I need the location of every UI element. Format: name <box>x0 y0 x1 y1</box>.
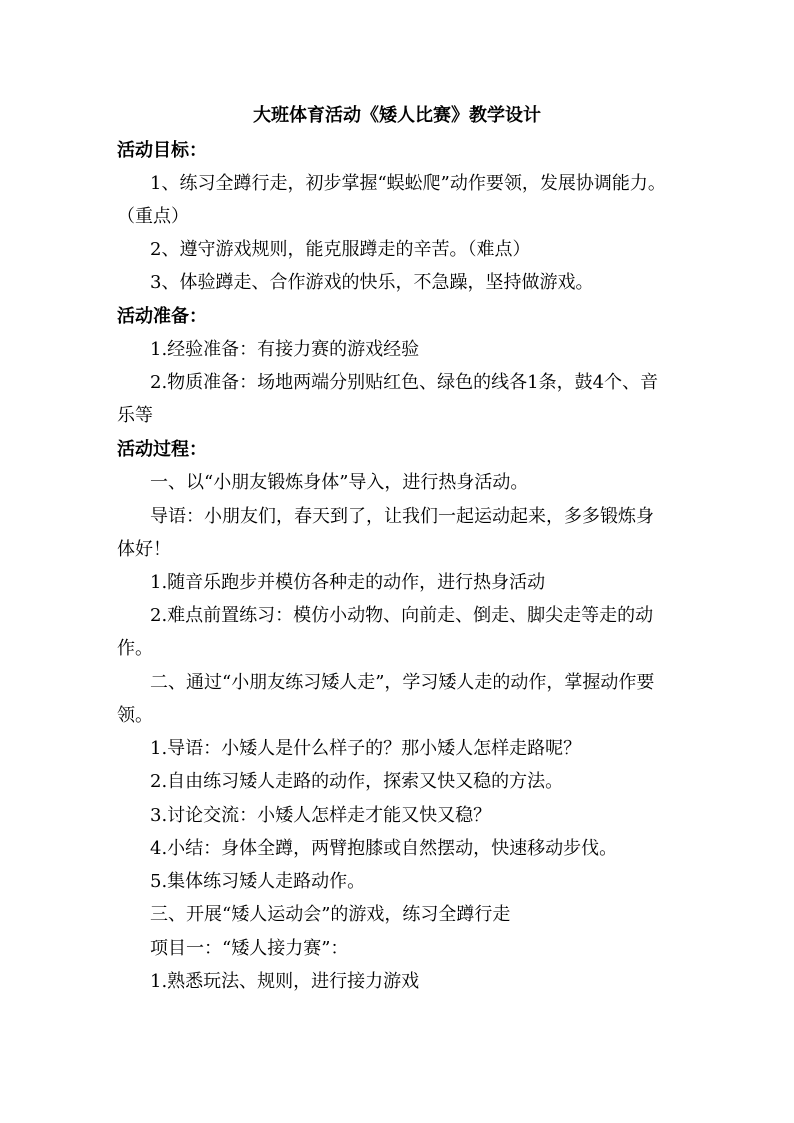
paragraph-line: 2.物质准备：场地两端分别贴红色、绿色的线各1条，鼓4个、音 <box>150 372 659 393</box>
paragraph-line: 二、通过“小朋友练习矮人走”，学习矮人走的动作，掌握动作要 <box>150 672 655 693</box>
paragraph-line: 作。 <box>117 638 153 659</box>
document-title: 大班体育活动《矮人比赛》教学设计 <box>253 105 541 126</box>
paragraph-line: 2.自由练习矮人走路的动作，探索又快又稳的方法。 <box>150 771 564 792</box>
paragraph-line: 3.讨论交流：小矮人怎样走才能又快又稳？ <box>150 805 492 826</box>
paragraph-line: 乐等 <box>117 405 153 426</box>
paragraph-line: 领。 <box>117 705 153 726</box>
section-heading-goals: 活动目标： <box>117 140 207 161</box>
paragraph-line: 项目一：“矮人接力赛”： <box>150 938 349 959</box>
paragraph-line: 导语：小朋友们，春天到了，让我们一起运动起来，多多锻炼身 <box>150 506 654 527</box>
paragraph-line: 1、练习全蹲行走，初步掌握“蜈蚣爬”动作要领，发展协调能力。 <box>150 173 666 194</box>
paragraph-line: 1.导语：小矮人是什么样子的？那小矮人怎样走路呢？ <box>150 738 582 759</box>
section-heading-process: 活动过程： <box>117 439 207 460</box>
paragraph-line: 1.经验准备：有接力赛的游戏经验 <box>150 339 420 360</box>
paragraph-line: 一、以“小朋友锻炼身体”导入，进行热身活动。 <box>150 472 529 493</box>
paragraph-line: 1.随音乐跑步并模仿各种走的动作，进行热身活动 <box>150 572 546 593</box>
paragraph-line: 2、遵守游戏规则，能克服蹲走的辛苦。（难点） <box>150 239 531 260</box>
paragraph-line: 3、体验蹲走、合作游戏的快乐，不急躁，坚持做游戏。 <box>150 272 594 293</box>
paragraph-line: 2.难点前置练习：模仿小动物、向前走、倒走、脚尖走等走的动 <box>150 605 654 626</box>
paragraph-line: 体好！ <box>117 539 171 560</box>
paragraph-line: 三、开展“矮人运动会”的游戏，练习全蹲行走 <box>150 904 511 925</box>
paragraph-line: 4.小结：身体全蹲，两臂抱膝或自然摆动，快速移动步伐。 <box>150 838 618 859</box>
section-heading-preparation: 活动准备： <box>117 306 207 327</box>
paragraph-line: （重点） <box>117 206 189 227</box>
paragraph-line: 5.集体练习矮人走路动作。 <box>150 871 366 892</box>
paragraph-line: 1.熟悉玩法、规则，进行接力游戏 <box>150 971 420 992</box>
